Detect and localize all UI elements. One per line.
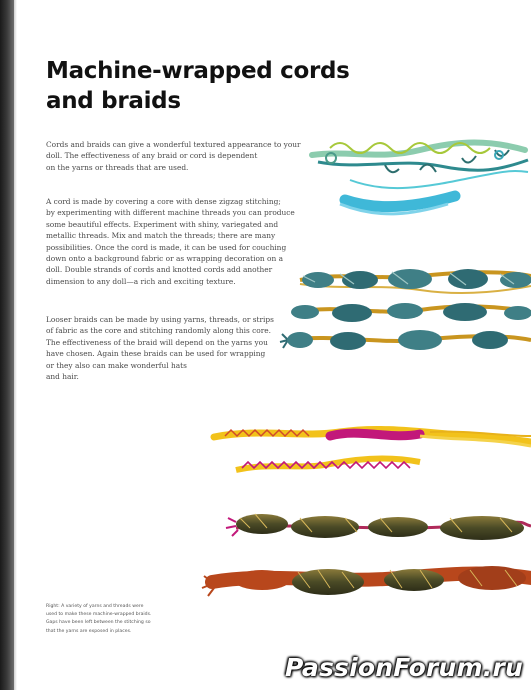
title-line: Machine-wrapped cords	[46, 58, 350, 84]
text-line: Cords and braids can give a wonderful textured appearance to your	[46, 140, 301, 149]
caption-line: used to make these machine-wrapped braids.	[46, 612, 152, 618]
text-line: metallic threads. Mix and match the threads; there are many	[46, 231, 276, 241]
yellow-magenta-braid	[214, 429, 531, 470]
caption-line: Gaps have been left between the stitching so	[46, 620, 151, 626]
text-line: possibilities. Once the cord is made, it can be used for couching	[46, 242, 287, 252]
text-line: some beautiful effects. Experiment with shiny, variegated and	[46, 219, 279, 229]
text-line: of fabric as the core and stitching randomly along this core.	[46, 326, 271, 336]
text-line: or they also can make wonderful hats	[46, 360, 187, 370]
text-line: Looser braids can be made by using yarns, threads, or strips	[46, 315, 274, 324]
watermark-text: PassionForum.ru	[284, 653, 523, 682]
caption-line: that the yarns are exposed in places.	[46, 628, 132, 634]
caption-line: Right: A variety of yarns and threads were	[46, 604, 144, 609]
text-line: down onto a background fabric or as wrapping decoration on a	[46, 254, 283, 264]
bronze-magenta-braid	[226, 514, 531, 540]
text-line: The effectiveness of the braid will depend on the yarns you	[46, 337, 268, 347]
text-line: doll. The effectiveness of any braid or cord is dependent	[46, 151, 258, 161]
text-line: on the yarns or threads that are used.	[46, 162, 189, 172]
text-line: doll. Double strands of cords and knotted cords add another	[46, 265, 273, 275]
teal-gold-cord	[280, 269, 531, 350]
rust-bronze-braid	[202, 566, 531, 596]
title-line: and braids	[46, 88, 181, 114]
text-line: A cord is made by covering a core with dense zigzag stitching;	[46, 197, 281, 206]
text-line: by experimenting with different machine threads you can produce	[46, 208, 295, 218]
turquoise-cord	[312, 143, 528, 214]
text-line: have chosen. Again these braids can be used for wrapping	[46, 349, 266, 359]
text-line: dimension to any doll—a rich and exciting texture.	[46, 276, 236, 286]
watermark-area	[190, 640, 531, 690]
text-line: and hair.	[46, 372, 79, 382]
